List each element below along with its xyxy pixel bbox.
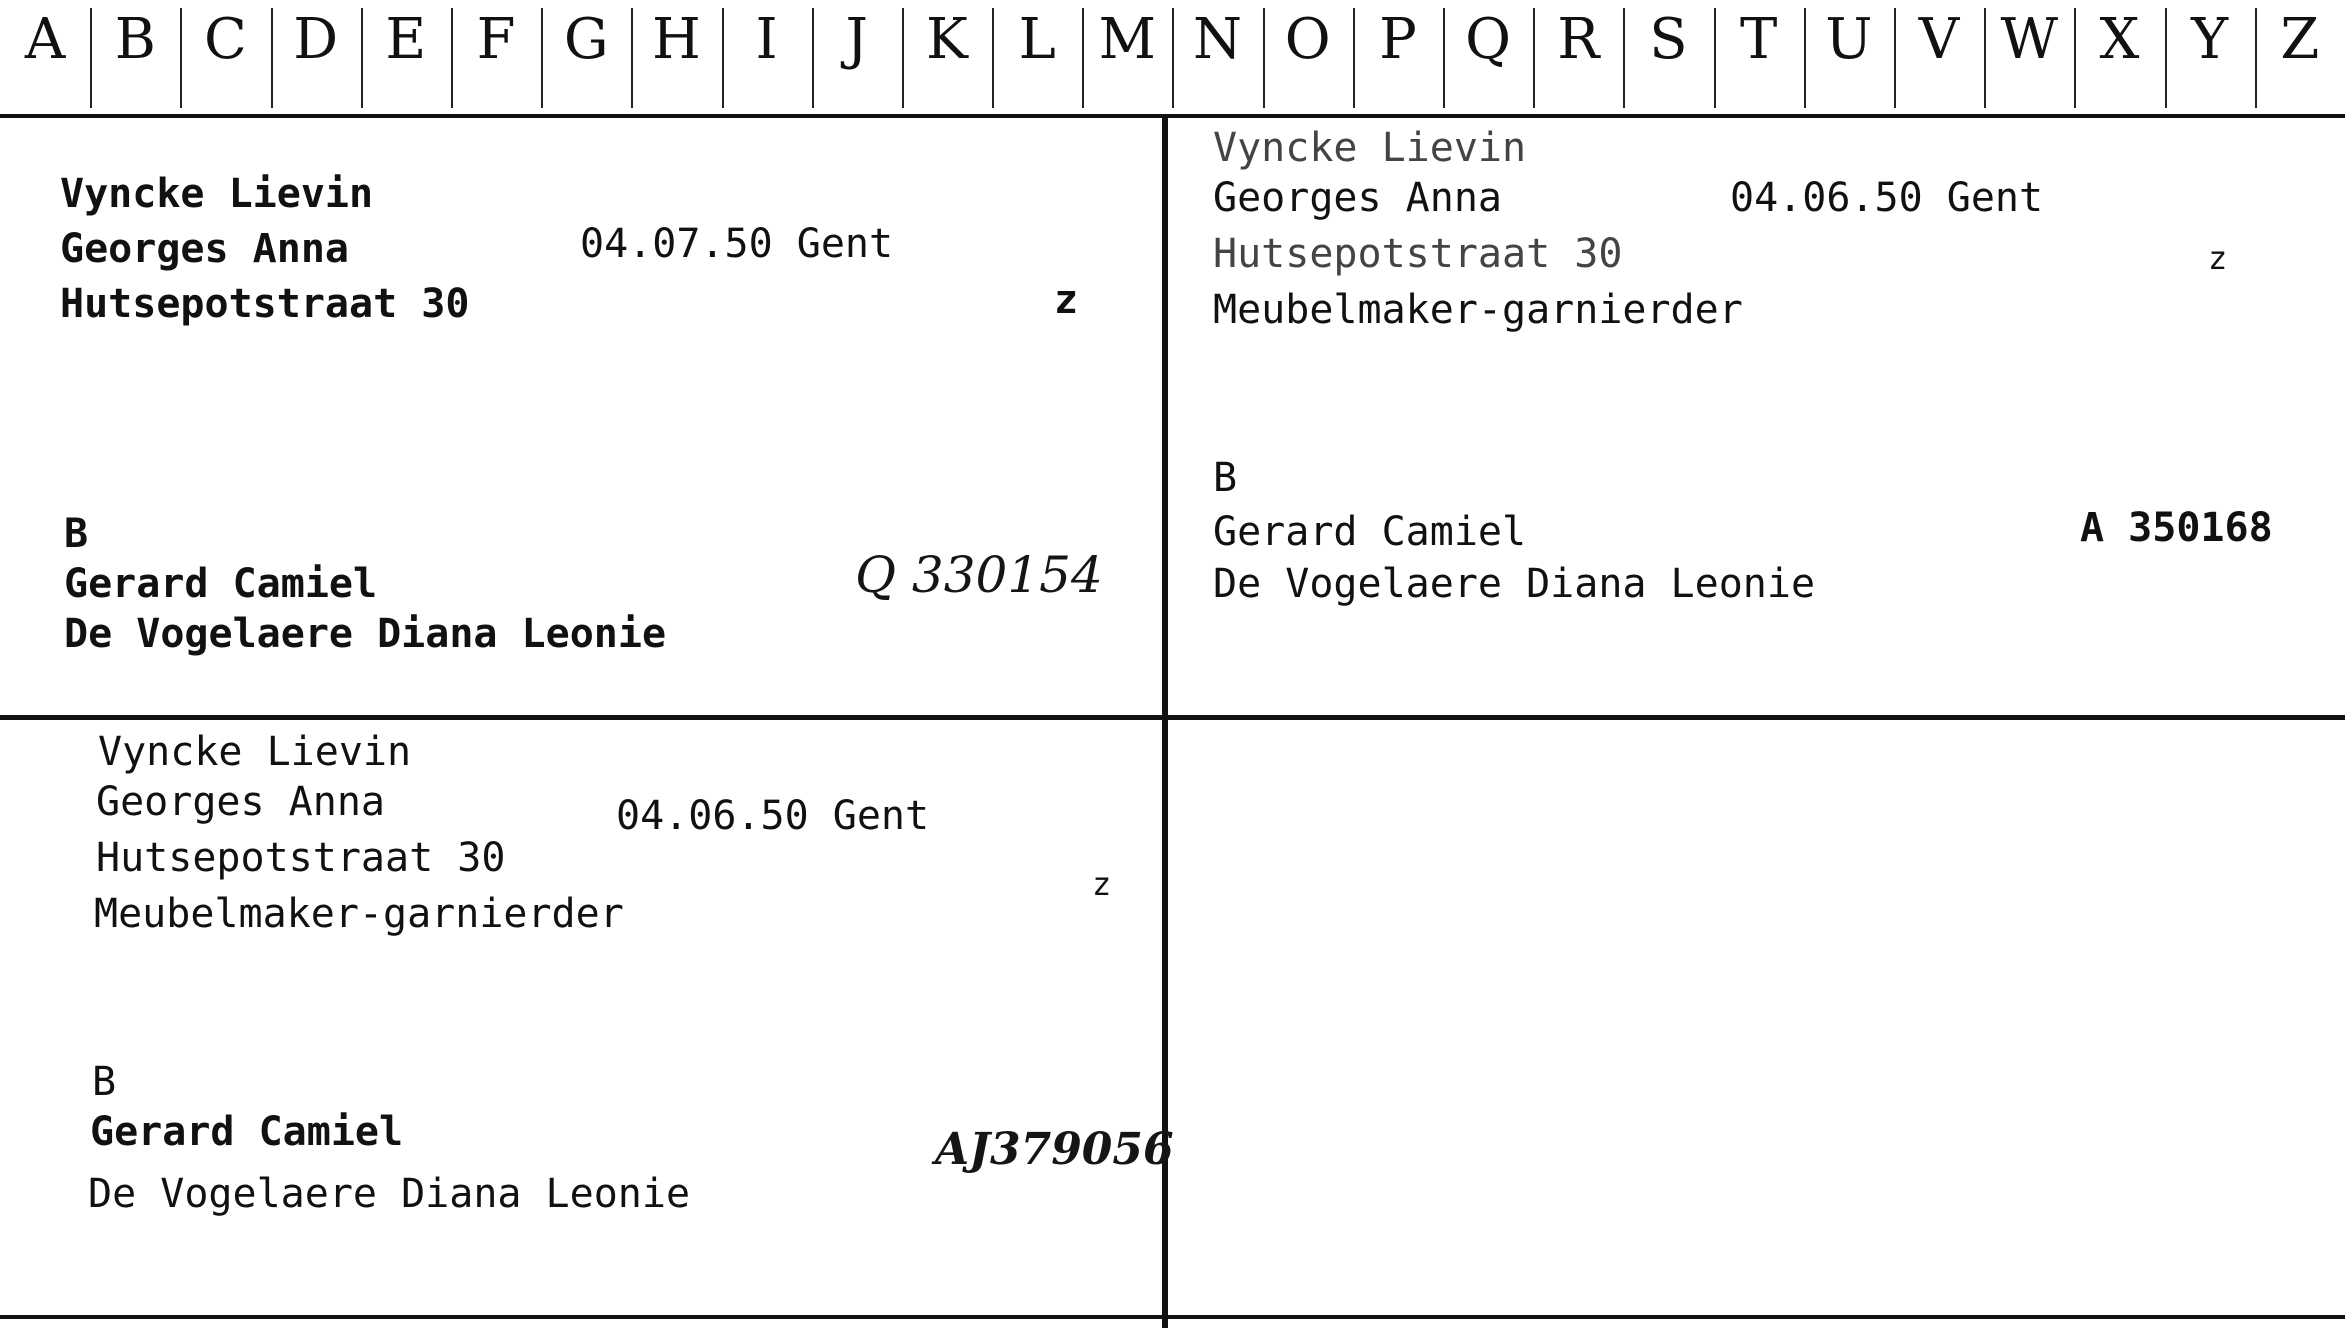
alpha-letter: I xyxy=(722,0,812,112)
card-birth-date-place: 04.06.50 Gent xyxy=(1730,175,2044,221)
card-mark: z xyxy=(2208,239,2228,277)
card-letter: B xyxy=(92,1059,117,1105)
alpha-letter: Q xyxy=(1443,0,1533,112)
card-birth-date-place: 04.07.50 Gent xyxy=(580,221,894,267)
card-parent-1: Gerard Camiel xyxy=(90,1109,404,1155)
card-letter: B xyxy=(64,511,89,557)
alpha-letter: A xyxy=(24,7,66,72)
card-name: Vyncke Lievin xyxy=(98,729,412,775)
record-card-3 xyxy=(0,720,1174,1315)
card-parent-2: De Vogelaere Diana Leonie xyxy=(1213,561,1816,607)
card-mark: z xyxy=(1054,277,1079,323)
alpha-letter: F xyxy=(451,0,541,112)
alpha-letter: Y xyxy=(2165,0,2255,112)
alpha-letter: T xyxy=(1714,0,1804,112)
alpha-letter: X xyxy=(2074,0,2164,112)
alpha-letter: R xyxy=(1533,0,1623,112)
alpha-letter: G xyxy=(541,0,631,112)
card-given-names: Georges Anna xyxy=(96,779,385,825)
card-parent-1: Gerard Camiel xyxy=(64,561,378,607)
card-parent-2: De Vogelaere Diana Leonie xyxy=(88,1171,691,1217)
card-letter: B xyxy=(1213,455,1238,501)
alpha-letter: V xyxy=(1894,0,1984,112)
card-code: A 350168 xyxy=(2080,505,2273,551)
card-given-names: Georges Anna xyxy=(60,226,349,272)
alpha-letter: B xyxy=(90,0,180,112)
card-birth-date-place: 04.06.50 Gent xyxy=(616,793,930,839)
alphabet-index xyxy=(0,0,2345,112)
card-name: Vyncke Lievin xyxy=(1213,125,1527,171)
alpha-letter: D xyxy=(271,0,361,112)
alpha-letter: P xyxy=(1353,0,1443,112)
alpha-letter: E xyxy=(361,0,451,112)
card-parent-2: De Vogelaere Diana Leonie xyxy=(64,611,667,657)
alpha-letter: W xyxy=(1984,0,2074,112)
alpha-letter: Z xyxy=(2255,0,2345,112)
bottom-divider xyxy=(0,1315,2345,1319)
card-given-names: Georges Anna xyxy=(1213,175,1502,221)
card-address: Hutsepotstraat 30 xyxy=(1213,231,1623,277)
card-code: Q 330154 xyxy=(855,546,1103,604)
alpha-letter: H xyxy=(631,0,721,112)
card-address: Hutsepotstraat 30 xyxy=(96,835,506,881)
card-mark: z xyxy=(1092,865,1112,903)
alpha-letter: S xyxy=(1623,0,1713,112)
alpha-letter: U xyxy=(1804,0,1894,112)
alpha-letter: O xyxy=(1263,0,1353,112)
card-parent-1: Gerard Camiel xyxy=(1213,509,1527,555)
card-address: Hutsepotstraat 30 xyxy=(60,281,470,327)
card-occupation: Meubelmaker-garnierder xyxy=(1213,287,1743,333)
card-code: AJ379056 xyxy=(935,1124,1174,1175)
alpha-letter: J xyxy=(812,0,902,112)
alpha-letter: C xyxy=(180,0,270,112)
alpha-letter: M xyxy=(1082,0,1172,112)
card-occupation: Meubelmaker-garnierder xyxy=(94,891,624,937)
alpha-letter: N xyxy=(1172,0,1262,112)
record-card-1 xyxy=(0,118,1162,715)
alpha-letter: L xyxy=(992,0,1082,112)
alpha-letter: K xyxy=(902,0,992,112)
card-name: Vyncke Lievin xyxy=(60,171,374,217)
empty-card-slot xyxy=(1168,720,2345,1315)
record-card-2 xyxy=(1168,118,2345,715)
